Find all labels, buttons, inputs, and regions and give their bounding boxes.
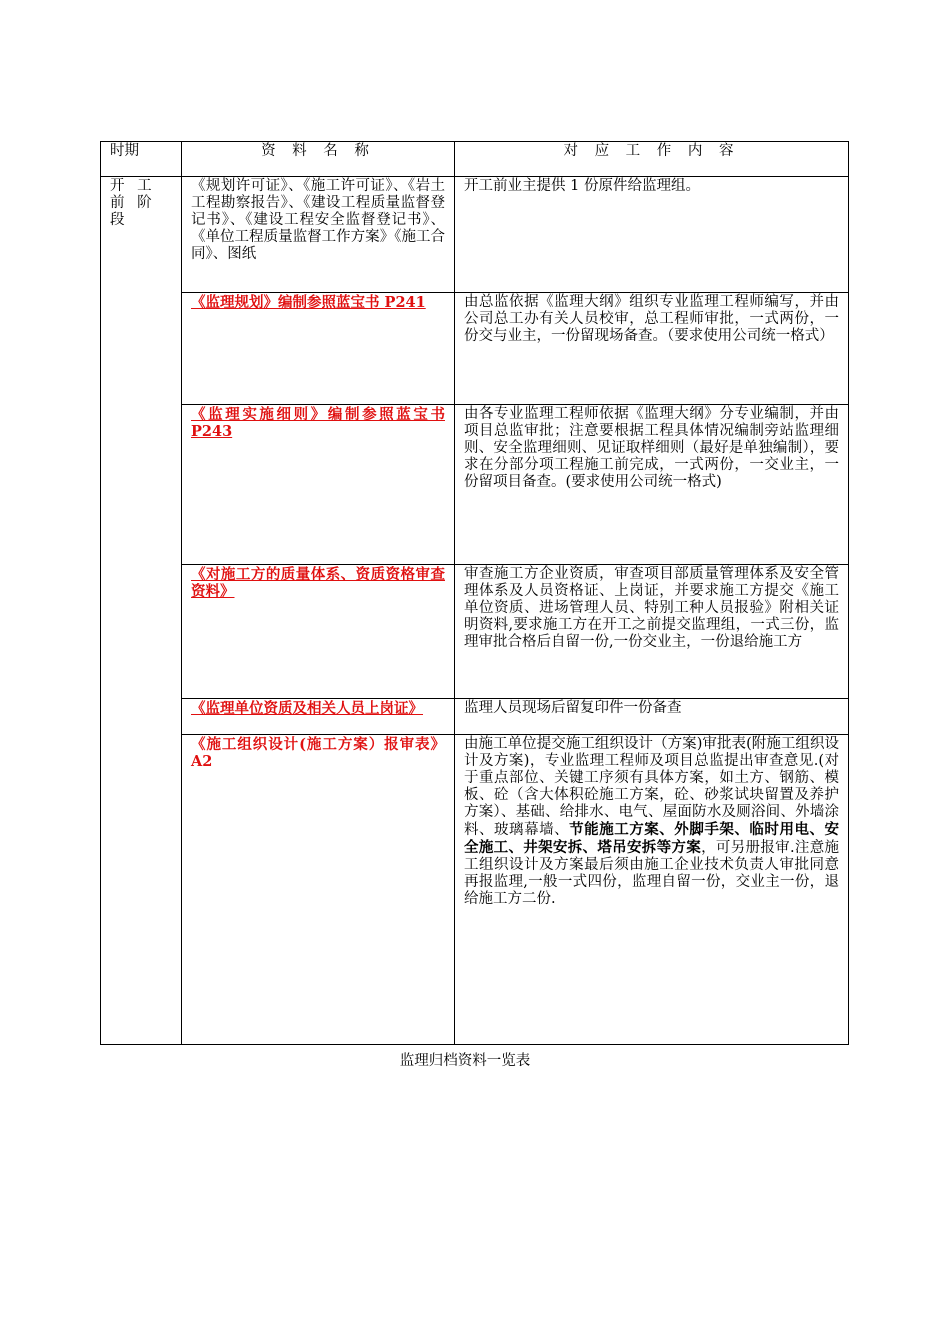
doc-name: 《监理规划》编制参照蓝宝书 P241 [182, 293, 455, 405]
table-row [101, 293, 849, 405]
header-name: 资 料 名 称 [182, 142, 455, 177]
doc-name: 《监理单位资质及相关人员上岗证》 [182, 699, 455, 735]
table-row [101, 177, 849, 293]
table-row [101, 699, 849, 735]
work-content [455, 735, 849, 1045]
table-row [101, 735, 849, 1045]
doc-name: 《监理实施细则》编制参照蓝宝书 P243 [182, 405, 455, 565]
work-content: 开工前业主提供 1 份原件给监理组。 [455, 177, 849, 293]
doc-name: 《施工组织设计(施工方案）报审表》A2 [182, 735, 455, 1045]
period-cell: 开 工 前 阶段 [101, 177, 182, 1045]
work-content: 由各专业监理工程师依据《监理大纲》分专业编制，并由项目总监审批；注意要根据工程具体情况编制旁站监理细则、安全监理细则、见证取样细则（最好是单独编制），要求在分部分项工程施工前完成，一式两份，一交业主，一份留项目备查。(要求使用公司统一格式) [455, 405, 849, 565]
header-content: 对 应 工 作 内 容 [455, 142, 849, 177]
work-content-bold: 节能施工方案、外脚手架、临时用电、安全施工、井架安拆、塔吊安拆等方案 [464, 821, 840, 856]
work-content: 审查施工方企业资质，审查项目部质量管理体系及安全管理体系及人员资格证、上岗证，并要求施工方提交《施工单位资质、进场管理人员、特别工种人员报验》附相关证明资料,要求施工方在开工之前提交监理组，一式三份，监理审批合格后自留一份,一份交业主，一份退给施工方 [455, 565, 849, 699]
table-caption: 监理归档资料一览表 [399, 1053, 531, 1069]
work-content-text: 由施工单位提交施工组织设计（方案)审批表(附施工组织设计及方案)，专业监理工程师及项目总监提出审查意见.(对于重点部位、关键工序须有具体方案，如土方、钢筋、模板、砼（含大体积砼施工方案，砼、砂浆试块留置及养护方案）、基础、给排水、电气、屋面防水及厕浴间、外墙涂料、玻璃幕墙、 [464, 736, 839, 838]
work-content: 监理人员现场后留复印件一份备查 [455, 699, 849, 735]
archive-table [100, 141, 849, 1045]
doc-name: 《规划许可证》、《施工许可证》、《岩土工程勘察报告》、《建设工程质量监督登记书》、《建设工程安全监督登记书》、《单位工程质量监督工作方案》《施工合同》、图纸 [182, 177, 455, 293]
work-content-text: ，可另册报审.注意施工组织设计及方案最后须由施工企业技术负责人审批同意再报监理,一般一式四份，监理自留一份，交业主一份，退给施工方二份. [464, 840, 840, 907]
header-row [101, 142, 849, 177]
doc-name: 《对施工方的质量体系、资质资格审查资料》 [182, 565, 455, 699]
table-row [101, 565, 849, 699]
table-row [101, 405, 849, 565]
header-period: 时期 [101, 142, 182, 177]
work-content: 由总监依据《监理大纲》组织专业监理工程师编写，并由公司总工办有关人员校审，总工程师审批，一式两份，一份交与业主，一份留现场备查。（要求使用公司统一格式） [455, 293, 849, 405]
